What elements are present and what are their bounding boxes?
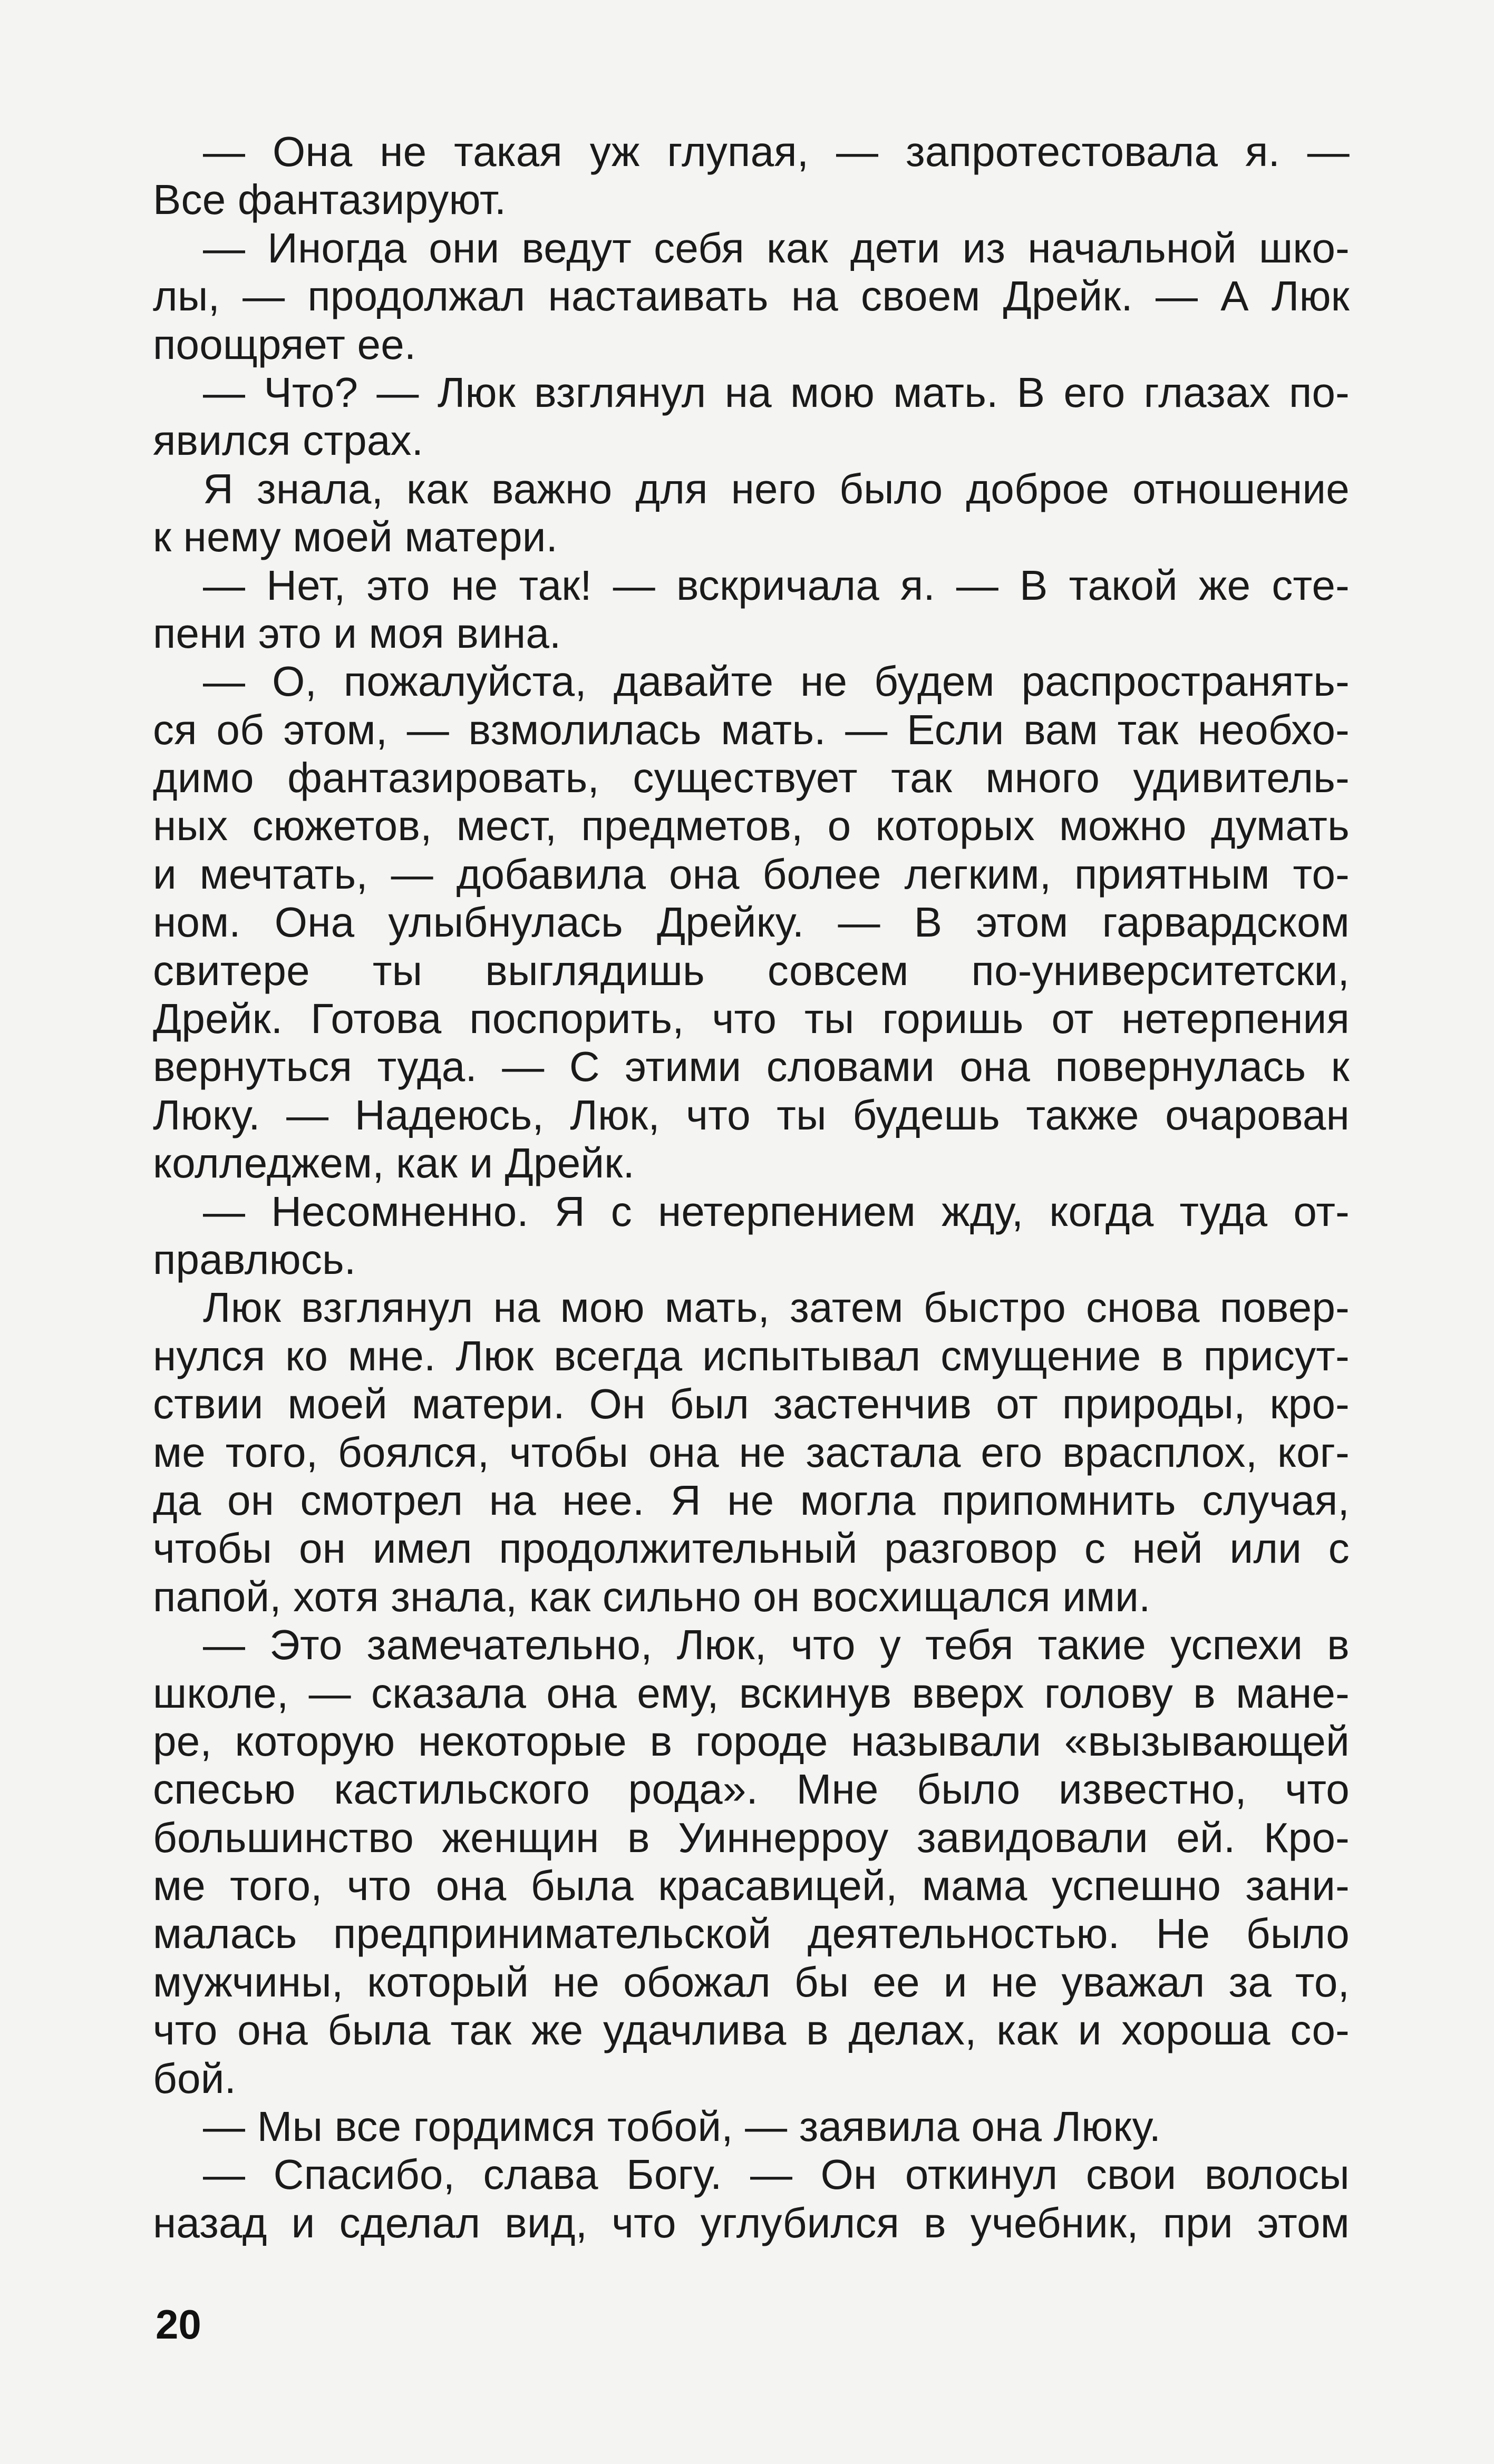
body-text — [153, 128, 1350, 2247]
text-line: — Это замечательно, Люк, что у тебя такие успехи в — [203, 1621, 1350, 1669]
text-line: назад и сделал вид, что углубился в учебник, при этом — [153, 2199, 1350, 2246]
text-line: да он смотрел на нее. Я не могла припомнить случая, — [153, 1476, 1350, 1524]
text-line: нулся ко мне. Люк всегда испытывал смущение в присут- — [153, 1332, 1350, 1379]
text-line: — Спасибо, слава Богу. — Он откинул свои волосы — [203, 2151, 1350, 2198]
text-line: Я знала, как важно для него было доброе отношение — [203, 465, 1350, 512]
text-line: ся об этом, — взмолилась мать. — Если вам так необхо- — [153, 706, 1350, 753]
text-line: димо фантазировать, существует так много удивитель- — [153, 754, 1350, 802]
text-line: мужчины, который не обожал бы ее и не уважал за то, — [153, 1958, 1350, 2005]
text-line: явился страх. — [153, 417, 424, 464]
text-line: — Мы все гордимся тобой, — заявила она Люку. — [203, 2103, 1161, 2150]
text-line: ствии моей матери. Он был застенчив от природы, кро- — [153, 1380, 1350, 1428]
text-line: — Она не такая уж глупая, — запротестовала я. — — [203, 128, 1350, 175]
text-line: большинство женщин в Уиннерроу завидовали ей. Кро- — [153, 1814, 1350, 1861]
text-line: поощряет ее. — [153, 320, 416, 368]
text-line: — Что? — Люк взглянул на мою мать. В его глазах по- — [203, 368, 1350, 416]
text-line: — Нет, это не так! — вскричала я. — В такой же сте- — [203, 561, 1350, 609]
text-line: свитере ты выглядишь совсем по-университетски, — [153, 947, 1350, 994]
text-line: Люк взглянул на мою мать, затем быстро снова повер- — [203, 1284, 1350, 1331]
text-line: колледжем, как и Дрейк. — [153, 1140, 635, 1187]
text-line: школе, — сказала она ему, вскинув вверх голову в мане- — [153, 1669, 1350, 1717]
text-line: ре, которую некоторые в городе называли «вызывающей — [153, 1717, 1350, 1765]
text-line: к нему моей матери. — [153, 513, 558, 561]
text-line: ном. Она улыбнулась Дрейку. — В этом гарвардском — [153, 899, 1350, 946]
text-line: пени это и моя вина. — [153, 609, 561, 657]
page-number: 20 — [156, 2301, 201, 2348]
text-line: — Несомненно. Я с нетерпением жду, когда туда от- — [203, 1187, 1350, 1235]
text-line: ме того, боялся, чтобы она не застала его врасплох, ког- — [153, 1428, 1350, 1476]
text-line: правлюсь. — [153, 1235, 356, 1283]
text-line: — Иногда они ведут себя как дети из начальной шко- — [203, 224, 1350, 271]
text-line: спесью кастильского рода». Мне было известно, что — [153, 1766, 1350, 1813]
text-line: ных сюжетов, мест, предметов, о которых можно думать — [153, 802, 1350, 850]
text-line: Дрейк. Готова поспорить, что ты горишь от нетерпения — [153, 995, 1350, 1043]
text-line: чтобы он имел продолжительный разговор с ней или с — [153, 1525, 1350, 1572]
text-line: — О, пожалуйста, давайте не будем распространять- — [203, 658, 1350, 705]
text-line: что она была так же удачлива в делах, как и хороша со- — [153, 2007, 1350, 2054]
text-line: малась предпринимательской деятельностью. Не было — [153, 1910, 1350, 1957]
text-line: ме того, что она была красавицей, мама успешно зани- — [153, 1862, 1350, 1910]
text-line: вернуться туда. — С этими словами она повернулась к — [153, 1043, 1350, 1090]
text-line: бой. — [153, 2054, 237, 2102]
text-line: лы, — продолжал настаивать на своем Дрейк. — А Люк — [153, 272, 1350, 320]
text-line: Все фантазируют. — [153, 176, 507, 223]
text-line: Люку. — Надеюсь, Люк, что ты будешь также очарован — [153, 1091, 1350, 1138]
text-line: папой, хотя знала, как сильно он восхищался ими. — [153, 1573, 1151, 1620]
text-line: и мечтать, — добавила она более легким, приятным то- — [153, 850, 1350, 898]
